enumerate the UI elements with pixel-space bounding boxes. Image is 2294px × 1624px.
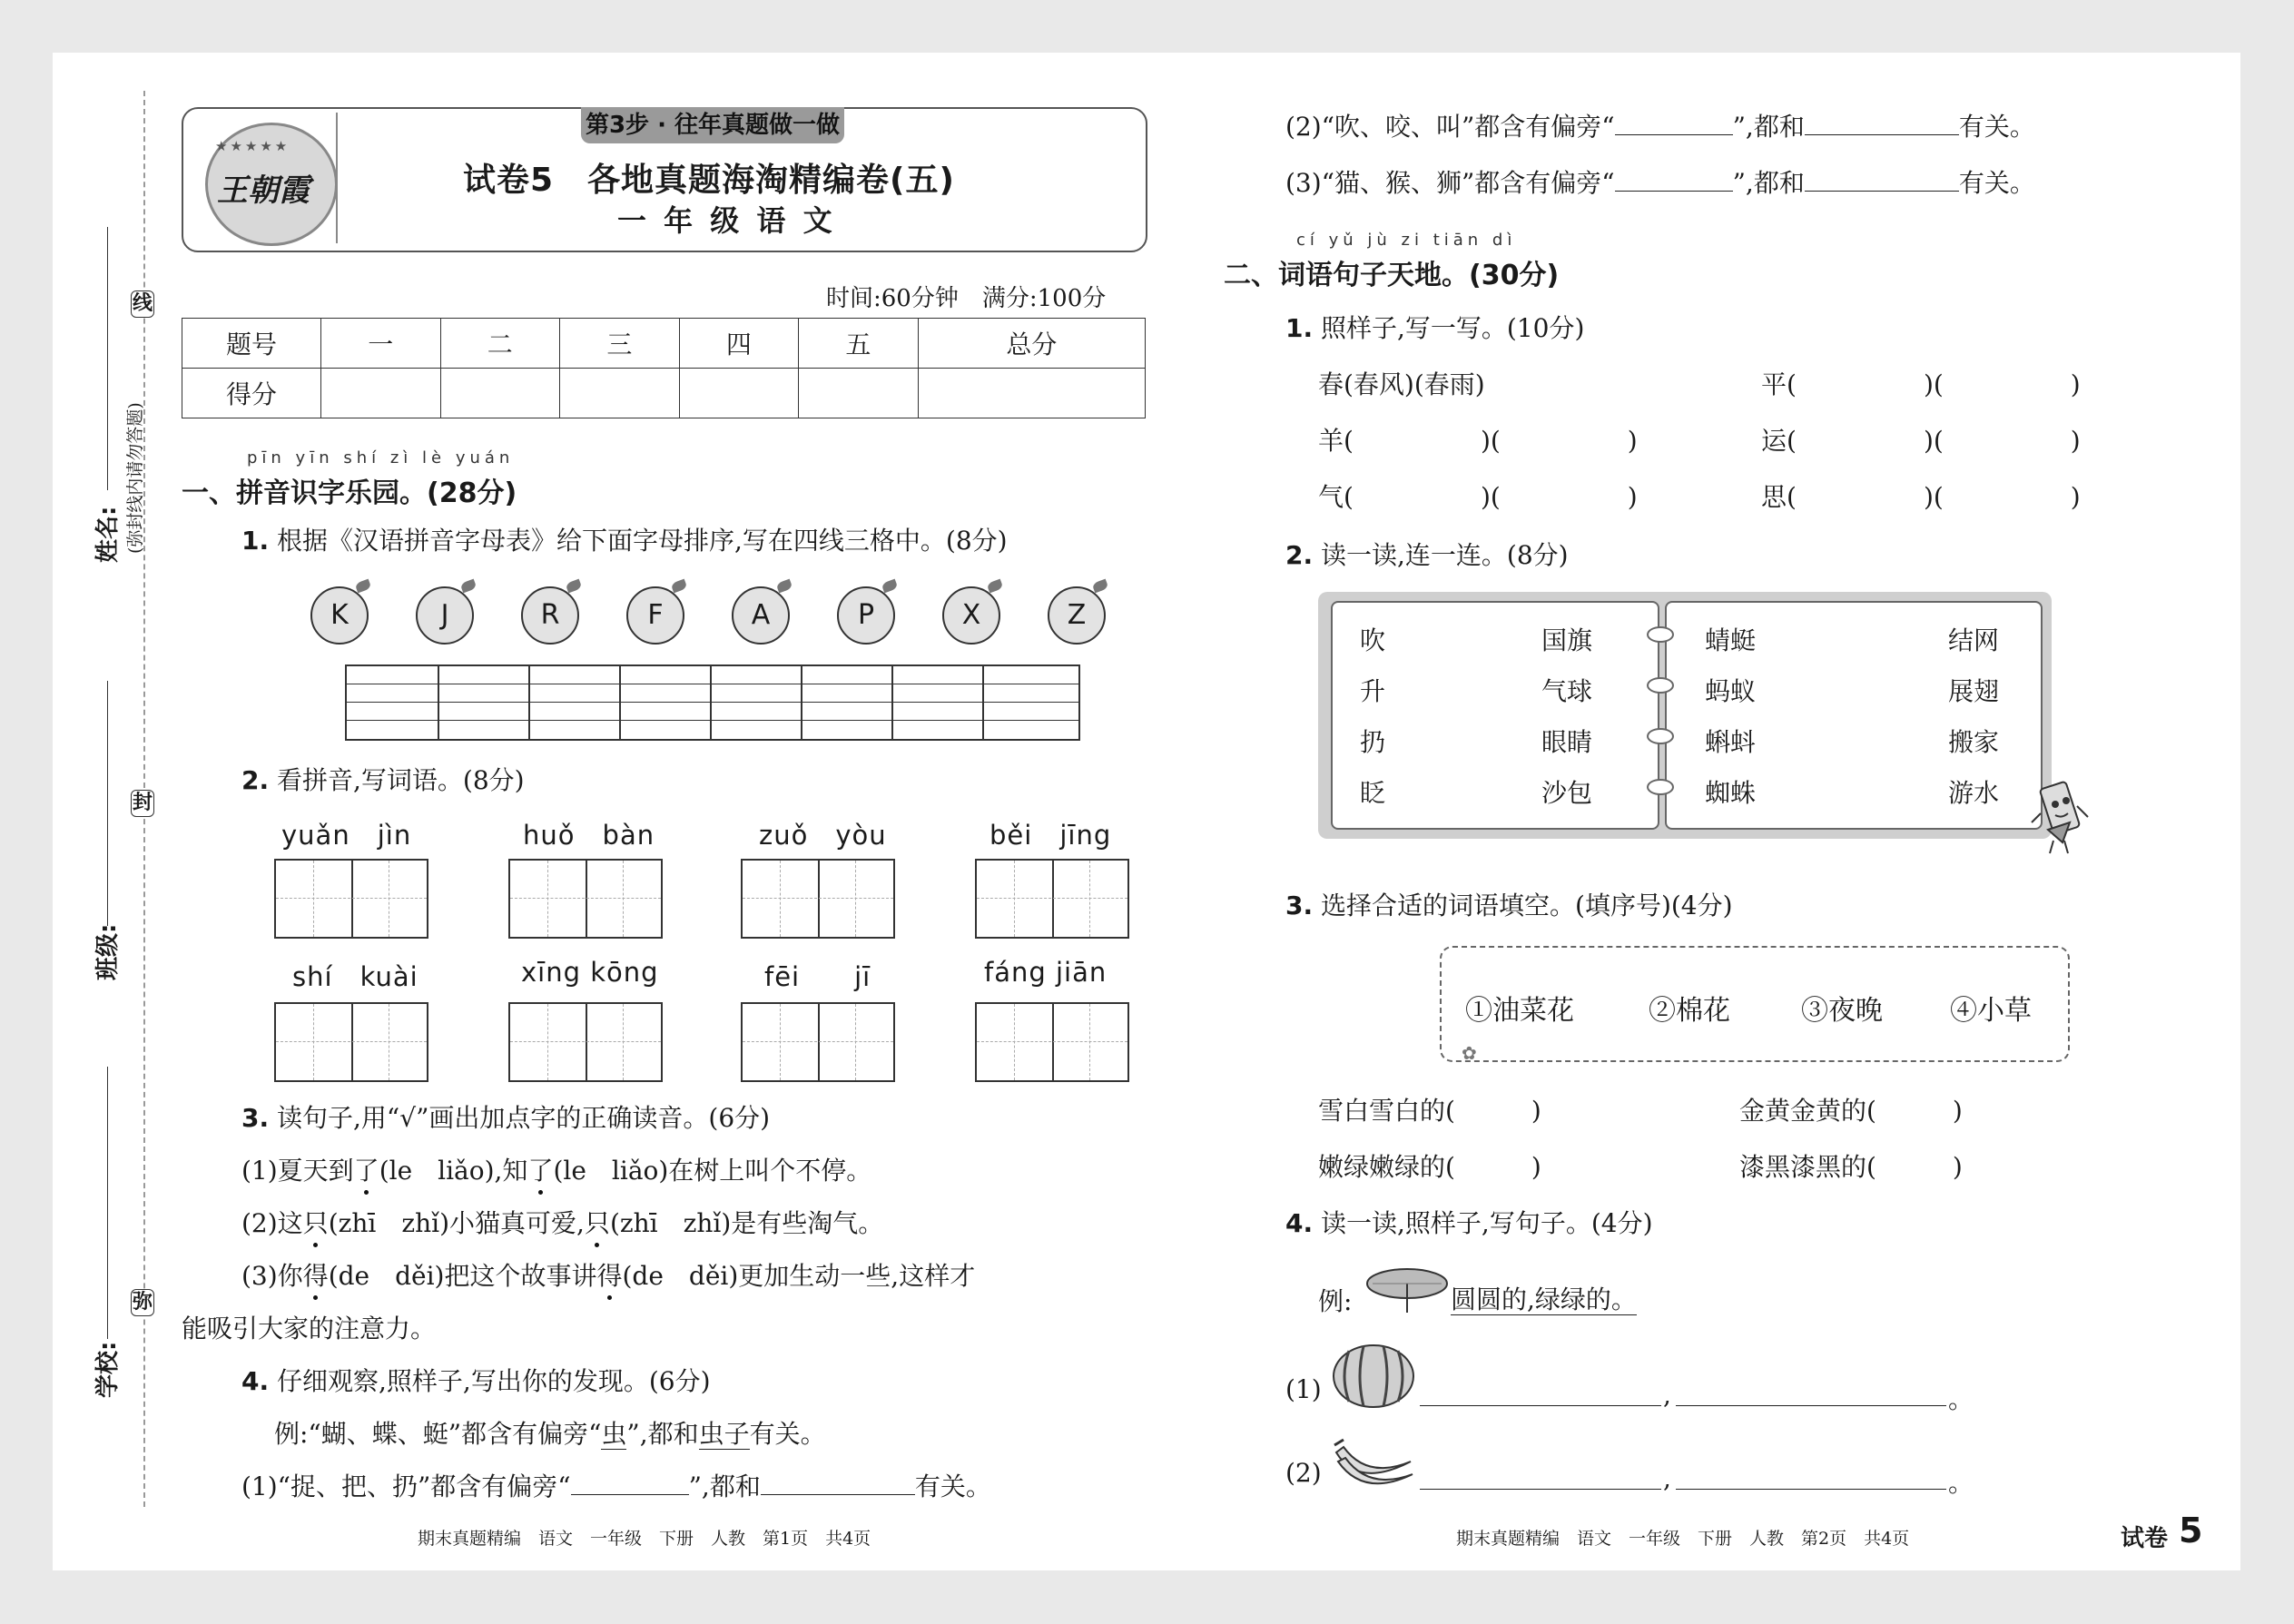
fill-item[interactable]: 嫩绿嫩绿的( ) bbox=[1318, 1152, 1541, 1182]
section2-title: 二、词语句子天地。(30分) bbox=[1224, 260, 1560, 291]
match-item[interactable]: 扔 bbox=[1360, 727, 1386, 757]
pinyin-syllable: shí bbox=[292, 961, 333, 992]
question-text: 读一读,照样子,写句子。(4分) bbox=[1321, 1208, 1653, 1238]
question-number: 4. bbox=[241, 1366, 270, 1396]
binding-mark-feng: 封 bbox=[131, 790, 154, 817]
q1-1-text bbox=[241, 521, 1008, 557]
pinyin-syllable: yòu bbox=[835, 820, 887, 851]
q2-3-text bbox=[1285, 886, 1733, 922]
question-text: 选择合适的词语填空。(填序号)(4分) bbox=[1321, 891, 1733, 920]
q1-4-item3: (3)“猫、猴、狮”都含有偏旁“ ”,都和 有关。 bbox=[1285, 168, 2035, 198]
q2-2-text bbox=[1285, 536, 1569, 572]
binding-mark-mi: 弥 bbox=[131, 1289, 154, 1316]
example-answer: 虫子 bbox=[698, 1419, 750, 1449]
letter-R: R bbox=[521, 586, 579, 645]
writing-box[interactable] bbox=[508, 859, 663, 939]
pinyin-syllable: huǒ bbox=[523, 820, 576, 851]
answer-blank[interactable] bbox=[1615, 191, 1733, 192]
section1-ruby: pīn yīn shí zì lè yuán bbox=[247, 448, 515, 468]
q2-1-example: 春(春风)(春雨) bbox=[1318, 369, 1485, 399]
q1-4-example: 例:“蝴、蝶、蜓”都含有偏旁“虫”,都和虫子有关。 bbox=[274, 1419, 826, 1449]
answer-line[interactable] bbox=[1420, 1489, 1661, 1490]
match-item[interactable]: 眼睛 bbox=[1541, 727, 1593, 757]
dotted-char: 了 bbox=[354, 1151, 379, 1187]
pinyin-syllable: fáng bbox=[984, 957, 1047, 988]
item-number: (1) bbox=[1285, 1374, 1322, 1404]
pinyin-syllable: bàn bbox=[602, 820, 655, 851]
question-text: 仔细观察,照样子,写出你的发现。(6分) bbox=[277, 1366, 711, 1396]
answer-line[interactable] bbox=[1676, 1405, 1946, 1406]
logo-divider bbox=[336, 113, 338, 243]
option: ④小草 bbox=[1950, 995, 2032, 1027]
period: 。 bbox=[1948, 1468, 1974, 1498]
match-item[interactable]: 蜻蜓 bbox=[1705, 625, 1757, 655]
comma: , bbox=[1663, 1380, 1671, 1410]
score-cell[interactable] bbox=[679, 369, 799, 418]
footer-left: 期末真题精编 语文 一年级 下册 人教 第1页 共4页 bbox=[418, 1529, 871, 1549]
question-text: 照样子,写一写。(10分) bbox=[1321, 313, 1585, 343]
flower-icon: ✿ bbox=[1462, 1042, 1477, 1064]
letter-F: F bbox=[626, 586, 684, 645]
match-item[interactable]: 升 bbox=[1360, 676, 1386, 706]
pinyin-syllable: jiān bbox=[1056, 957, 1108, 988]
score-header-cell: 题号 bbox=[182, 319, 321, 369]
score-cell[interactable] bbox=[799, 369, 919, 418]
q2-1-item-ping[interactable]: 平( )( ) bbox=[1761, 369, 2081, 399]
q1-4-text bbox=[241, 1362, 711, 1398]
writing-box[interactable] bbox=[975, 1002, 1129, 1082]
footer-corner-number: 5 bbox=[2179, 1511, 2203, 1550]
score-cell[interactable] bbox=[321, 369, 441, 418]
match-item[interactable]: 结网 bbox=[1948, 625, 2000, 655]
fill-item[interactable]: 金黄金黄的( ) bbox=[1739, 1096, 1963, 1126]
example-answer: 虫 bbox=[601, 1419, 627, 1449]
name-field[interactable] bbox=[107, 227, 108, 490]
answer-line[interactable] bbox=[1676, 1489, 1946, 1490]
match-item[interactable]: 气球 bbox=[1541, 676, 1593, 706]
question-text: 读一读,连一连。(8分) bbox=[1321, 540, 1569, 570]
writing-box[interactable] bbox=[741, 859, 895, 939]
section2-ruby: cí yǔ jù zi tiān dì bbox=[1296, 231, 1517, 250]
match-item[interactable]: 吹 bbox=[1360, 625, 1386, 655]
match-item[interactable]: 搬家 bbox=[1948, 727, 2000, 757]
logo-stars: ★★★★★ bbox=[215, 138, 290, 154]
question-text: 根据《汉语拼音字母表》给下面字母排序,写在四线三格中。(8分) bbox=[277, 526, 1008, 556]
question-number: 1. bbox=[1285, 313, 1314, 343]
fill-item[interactable]: 漆黑漆黑的( ) bbox=[1739, 1152, 1963, 1182]
fill-item[interactable]: 雪白雪白的( ) bbox=[1318, 1096, 1541, 1126]
answer-blank[interactable] bbox=[1805, 191, 1959, 192]
period: 。 bbox=[1948, 1384, 1974, 1414]
pinyin-syllable: fēi bbox=[764, 961, 801, 992]
score-header-cell: 五 bbox=[799, 319, 919, 369]
letter-X: X bbox=[942, 586, 1000, 645]
question-number: 3. bbox=[1285, 891, 1314, 920]
score-cell[interactable] bbox=[440, 369, 560, 418]
pinyin bbox=[989, 815, 1111, 852]
letter-P: P bbox=[837, 586, 895, 645]
dotted-char: 得 bbox=[596, 1256, 622, 1293]
q2-1-item-si[interactable]: 思( )( ) bbox=[1761, 482, 2081, 512]
writing-box[interactable] bbox=[741, 1002, 895, 1082]
q2-1-item-yang[interactable]: 羊( )( ) bbox=[1318, 426, 1638, 456]
score-table bbox=[182, 318, 1146, 418]
option: ①油菜花 bbox=[1465, 995, 1574, 1027]
lotus-leaf-icon bbox=[1362, 1264, 1451, 1314]
match-item[interactable]: 蚂蚁 bbox=[1705, 676, 1757, 706]
answer-blank[interactable] bbox=[761, 1494, 915, 1495]
school-label: 学校: bbox=[94, 1341, 122, 1398]
match-item[interactable]: 蜘蛛 bbox=[1705, 778, 1757, 808]
match-item[interactable]: 游水 bbox=[1948, 778, 2000, 808]
writing-box[interactable] bbox=[274, 859, 428, 939]
score-header-cell: 三 bbox=[560, 319, 680, 369]
score-cell[interactable] bbox=[560, 369, 680, 418]
writing-box[interactable] bbox=[274, 1002, 428, 1082]
letter-Z: Z bbox=[1048, 586, 1106, 645]
example-sentence: 圆圆的,绿绿的。 bbox=[1451, 1284, 1637, 1314]
four-line-grid[interactable] bbox=[345, 664, 1080, 741]
option: ③夜晚 bbox=[1801, 995, 1883, 1027]
writing-box[interactable] bbox=[975, 859, 1129, 939]
answer-blank[interactable] bbox=[1615, 134, 1733, 135]
match-item[interactable]: 沙包 bbox=[1541, 778, 1593, 808]
paper-subtitle: 一 年 级 语 文 bbox=[617, 203, 836, 238]
q1-3-line2: (2)这只(zhī zhǐ)小猫真可爱,只(zhī zhǐ)是有些淘气。 bbox=[241, 1204, 883, 1240]
pinyin-syllable: kuài bbox=[359, 961, 418, 992]
footer-corner-label: 试卷 bbox=[2121, 1525, 2169, 1552]
item-number: (2) bbox=[1285, 1458, 1322, 1488]
q1-3-line1: (1)夏天到了(le liǎo),知了(le liǎo)在树上叫个不停。 bbox=[241, 1151, 871, 1187]
question-number: 2. bbox=[1285, 540, 1314, 570]
dotted-char: 只 bbox=[303, 1204, 329, 1240]
q2-1-text bbox=[1285, 309, 1584, 345]
pencil-mascot-icon bbox=[2030, 773, 2093, 855]
score-header-cell: 四 bbox=[679, 319, 799, 369]
question-number: 3. bbox=[241, 1103, 270, 1133]
question-number: 2. bbox=[241, 765, 270, 795]
binding-mark-xian: 线 bbox=[131, 290, 154, 318]
q1-3-line4: 能吸引大家的注意力。 bbox=[182, 1314, 437, 1343]
banana-icon bbox=[1331, 1434, 1416, 1498]
logo-text: 王朝霞 bbox=[217, 172, 310, 209]
time-info: 时间:60分钟 满分:100分 bbox=[826, 285, 1107, 312]
logo bbox=[205, 123, 338, 246]
dotted-char: 只 bbox=[585, 1204, 610, 1240]
pinyin bbox=[523, 815, 655, 852]
score-header-cell: 总分 bbox=[918, 319, 1145, 369]
binding-note: (弥封线内请勿答题) bbox=[125, 402, 145, 554]
q1-4-item2: (2)“吹、咬、叫”都含有偏旁“ ”,都和 有关。 bbox=[1285, 112, 2035, 142]
match-item[interactable]: 国旗 bbox=[1541, 625, 1593, 655]
writing-box[interactable] bbox=[508, 1002, 663, 1082]
pinyin-syllable: jī bbox=[854, 961, 871, 992]
match-item[interactable]: 眨 bbox=[1360, 778, 1386, 808]
pinyin bbox=[292, 957, 418, 994]
question-text: 读句子,用“√”画出加点字的正确读音。(6分) bbox=[277, 1103, 771, 1133]
q1-3-text bbox=[241, 1098, 770, 1135]
ring-icon bbox=[1647, 626, 1674, 643]
pinyin bbox=[984, 957, 1107, 988]
score-header-cell: 一 bbox=[321, 319, 441, 369]
q1-2-text bbox=[241, 761, 525, 797]
score-header-cell: 二 bbox=[440, 319, 560, 369]
pinyin-syllable: jìn bbox=[377, 820, 412, 851]
q2-1-item-yun[interactable]: 运( )( ) bbox=[1761, 426, 2081, 456]
pinyin bbox=[759, 815, 887, 852]
answer-line[interactable] bbox=[1420, 1405, 1661, 1406]
pinyin-syllable: xīng bbox=[521, 957, 582, 988]
watermelon-icon bbox=[1331, 1342, 1416, 1411]
q2-4-text bbox=[1285, 1204, 1653, 1240]
dotted-char: 得 bbox=[303, 1256, 329, 1293]
q1-3-line3: (3)你得(de děi)把这个故事讲得(de děi)更加生动一些,这样才 bbox=[241, 1256, 975, 1293]
question-number: 4. bbox=[1285, 1208, 1314, 1238]
answer-blank[interactable] bbox=[571, 1494, 689, 1495]
letter-K: K bbox=[310, 586, 369, 645]
score-row-label: 得分 bbox=[182, 369, 321, 418]
name-label: 姓名: bbox=[94, 506, 122, 563]
ring-icon bbox=[1647, 779, 1674, 795]
paper-title: 试卷5 各地真题海淘精编卷(五) bbox=[463, 162, 955, 199]
dotted-char: 了 bbox=[527, 1151, 553, 1187]
step-badge: 第3步 · 往年真题做一做 bbox=[581, 107, 844, 143]
answer-blank[interactable] bbox=[1805, 134, 1959, 135]
letter-A: A bbox=[732, 586, 790, 645]
pinyin-syllable: jīng bbox=[1059, 820, 1112, 851]
match-item[interactable]: 展翅 bbox=[1948, 676, 2000, 706]
option: ②棉花 bbox=[1649, 995, 1730, 1027]
pinyin bbox=[521, 957, 659, 988]
class-label: 班级: bbox=[94, 923, 122, 980]
pinyin bbox=[764, 957, 871, 994]
footer-right: 期末真题精编 语文 一年级 下册 人教 第2页 共4页 bbox=[1456, 1529, 1910, 1549]
pinyin-syllable: yuǎn bbox=[281, 820, 350, 851]
pinyin bbox=[281, 815, 411, 852]
school-field[interactable] bbox=[107, 1067, 108, 1339]
question-text: 看拼音,写词语。(8分) bbox=[277, 765, 525, 795]
pinyin-syllable: zuǒ bbox=[759, 820, 809, 851]
q1-4-item1: (1)“捉、把、扔”都含有偏旁“ ”,都和 有关。 bbox=[241, 1471, 991, 1501]
pinyin-syllable: kōng bbox=[590, 957, 659, 988]
score-table-score-row bbox=[182, 369, 1146, 418]
score-cell[interactable] bbox=[918, 369, 1145, 418]
score-table-header-row bbox=[182, 319, 1146, 369]
pinyin-syllable: běi bbox=[989, 820, 1033, 851]
letter-J: J bbox=[416, 586, 474, 645]
section1-title: 一、拼音识字乐园。(28分) bbox=[182, 477, 517, 509]
ring-icon bbox=[1647, 677, 1674, 694]
q2-1-item-qi[interactable]: 气( )( ) bbox=[1318, 482, 1638, 512]
example-label: 例: bbox=[1318, 1286, 1353, 1316]
comma: , bbox=[1663, 1463, 1671, 1493]
ring-icon bbox=[1647, 728, 1674, 744]
question-number: 1. bbox=[241, 526, 270, 556]
match-item[interactable]: 蝌蚪 bbox=[1705, 727, 1757, 757]
class-field[interactable] bbox=[107, 681, 108, 926]
